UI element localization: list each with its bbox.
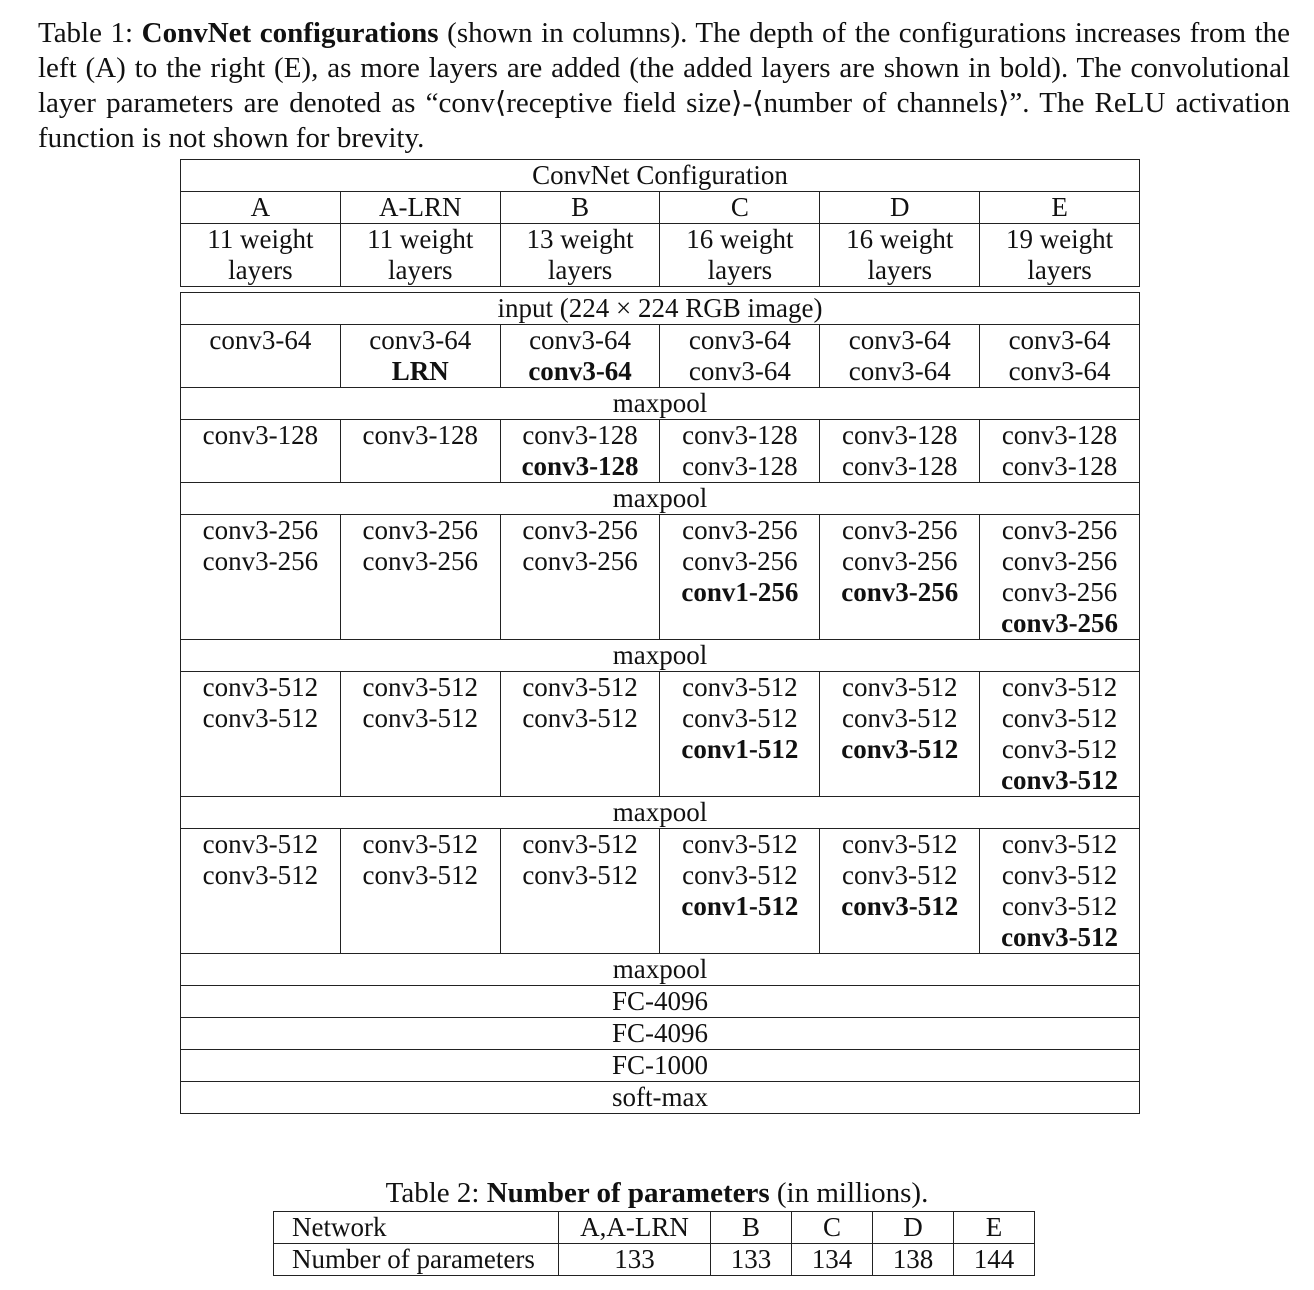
configuration-header-row — [181, 160, 1140, 192]
tail-layer-cell-row — [181, 1050, 1140, 1082]
column-name-cell: A — [181, 192, 341, 224]
conv-block-cell — [340, 829, 500, 954]
network-header-cell: Network — [274, 1212, 559, 1244]
parameters-value-row — [274, 1244, 1035, 1276]
depth-row — [181, 224, 1140, 287]
conv-block-cell — [500, 420, 660, 483]
conv-block-row — [181, 515, 1140, 640]
conv-block-cell — [660, 829, 820, 954]
layer-label: conv3-512 — [1001, 734, 1118, 764]
convnet-configuration-table — [180, 159, 1140, 1114]
layer-label: conv3-256 — [1001, 577, 1118, 607]
maxpool-cell-row — [181, 388, 1140, 420]
table2-caption-bold: Number of parameters — [486, 1177, 770, 1209]
depth-cell — [660, 224, 820, 287]
maxpool-cell: maxpool — [181, 388, 1140, 420]
conv-block-cell — [980, 420, 1140, 483]
layer-label: conv3-128 — [1001, 451, 1118, 481]
conv-block-row — [181, 325, 1140, 388]
depth-line: layers — [707, 255, 773, 285]
network-name-cell: C — [792, 1212, 873, 1244]
conv-block-cell — [500, 829, 660, 954]
conv-block-cell — [820, 515, 980, 640]
layer-label: conv3-64 — [209, 325, 312, 355]
table1-caption-rest: (shown in columns). The depth of the configurations increases from the left (A) to the right (E), as more layers are added (the added layers are shown in bold). The convolutional layer parameters are denoted as “conv⟨receptive field size⟩-⟨number of channels⟩”. The ReLU activation function is not shown for brevity. — [38, 17, 1290, 154]
layer-label: conv3-256 — [1001, 608, 1119, 638]
layer-label: conv3-128 — [522, 420, 638, 450]
layer-label: conv1-512 — [681, 734, 799, 764]
layer-label: conv3-512 — [841, 734, 959, 764]
layer-label: conv3-128 — [682, 420, 798, 450]
tail-layer-cell: FC-4096 — [181, 1018, 1140, 1050]
conv-block-cell — [340, 515, 500, 640]
maxpool-cell-row — [181, 640, 1140, 672]
conv-block-cell — [181, 672, 341, 797]
conv-block-cell — [340, 325, 500, 388]
layer-label: conv3-512 — [362, 672, 478, 702]
tail-layer-cell-row — [181, 1018, 1140, 1050]
tail-layer-cell-row — [181, 1082, 1140, 1114]
column-name-cell: E — [980, 192, 1140, 224]
conv-block-cell — [820, 325, 980, 388]
conv-block-cell — [820, 829, 980, 954]
layer-label: conv3-256 — [682, 546, 798, 576]
layer-label: conv3-256 — [1001, 515, 1118, 545]
table2-caption — [0, 1176, 1314, 1210]
layer-label: conv3-512 — [1001, 860, 1118, 890]
layer-label: conv3-256 — [841, 515, 958, 545]
tail-layer-cell: FC-4096 — [181, 986, 1140, 1018]
parameters-header-row — [274, 1212, 1035, 1244]
depth-cell — [500, 224, 660, 287]
depth-line: 11 weight — [207, 224, 314, 254]
layer-label: conv1-512 — [681, 891, 799, 921]
layer-label: conv3-256 — [841, 577, 959, 607]
table2-caption-rest: (in millions). — [769, 1177, 929, 1209]
parameter-count-cell: 134 — [792, 1244, 873, 1276]
conv-block-cell — [340, 420, 500, 483]
layer-label: conv3-256 — [362, 515, 478, 545]
depth-cell — [820, 224, 980, 287]
depth-line: 16 weight — [686, 224, 794, 254]
layer-label: conv3-256 — [522, 546, 638, 576]
layer-label: conv3-256 — [362, 546, 478, 576]
tail-layer-cell: maxpool — [181, 954, 1140, 986]
conv-block-row — [181, 420, 1140, 483]
layer-label: conv3-512 — [522, 672, 638, 702]
table2-caption-prefix: Table 2: — [385, 1177, 487, 1209]
layer-label: conv3-512 — [841, 703, 958, 733]
layer-label: conv3-256 — [1001, 546, 1118, 576]
parameters-table — [273, 1211, 1035, 1276]
layer-label: conv3-512 — [841, 891, 959, 921]
conv-block-cell — [181, 515, 341, 640]
layer-label: conv3-128 — [841, 420, 958, 450]
layer-label: conv3-128 — [1001, 420, 1118, 450]
conv-block-cell — [980, 325, 1140, 388]
depth-line: 16 weight — [846, 224, 954, 254]
maxpool-cell: maxpool — [181, 797, 1140, 829]
depth-cell — [181, 224, 341, 287]
layer-label: conv3-512 — [841, 672, 958, 702]
conv-block-cell — [500, 515, 660, 640]
layer-label: conv3-64 — [1008, 325, 1111, 355]
layer-label: conv3-128 — [362, 420, 478, 450]
layer-label: conv3-256 — [202, 546, 319, 576]
depth-line: layers — [867, 255, 932, 285]
layer-label: conv3-512 — [522, 829, 638, 859]
layer-label: conv3-512 — [522, 860, 638, 890]
layer-label: conv3-512 — [1001, 765, 1119, 795]
conv-block-row — [181, 672, 1140, 797]
layer-label: conv3-512 — [682, 829, 798, 859]
layer-label: conv3-512 — [202, 703, 319, 733]
layer-label: conv3-512 — [1001, 829, 1118, 859]
conv-block-cell — [660, 325, 820, 388]
parameter-count-cell: 133 — [711, 1244, 792, 1276]
layer-label: conv3-512 — [841, 860, 958, 890]
layer-label: conv3-64 — [688, 356, 791, 386]
layer-label: conv3-256 — [202, 515, 319, 545]
depth-line: layers — [547, 255, 613, 285]
network-name-cell: B — [711, 1212, 792, 1244]
network-name-cell: E — [954, 1212, 1035, 1244]
layer-label: conv3-256 — [841, 546, 958, 576]
conv-block-cell — [980, 829, 1140, 954]
layer-label: conv3-256 — [682, 515, 798, 545]
layer-label: conv3-512 — [202, 860, 319, 890]
configuration-header: ConvNet Configuration — [181, 160, 1140, 192]
column-name-cell: B — [500, 192, 660, 224]
input-cell: input (224 × 224 RGB image) — [181, 293, 1140, 325]
layer-label: conv3-512 — [362, 703, 478, 733]
conv-block-cell — [500, 325, 660, 388]
layer-label: conv3-128 — [521, 451, 639, 481]
conv-block-cell — [820, 672, 980, 797]
layer-label: conv3-64 — [529, 325, 632, 355]
depth-line: 19 weight — [1005, 224, 1114, 254]
column-name-row — [181, 192, 1140, 224]
layer-label: conv3-512 — [1001, 922, 1119, 952]
layer-label: conv3-64 — [688, 325, 791, 355]
conv-block-cell — [181, 420, 341, 483]
parameters-row-label: Number of parameters — [274, 1244, 559, 1276]
layer-label: conv3-512 — [522, 703, 638, 733]
conv-block-cell — [980, 515, 1140, 640]
layer-label: conv3-512 — [682, 672, 798, 702]
conv-block-cell — [820, 420, 980, 483]
network-name-cell: A,A-LRN — [559, 1212, 711, 1244]
tail-layer-cell-row — [181, 986, 1140, 1018]
table1-caption — [38, 16, 1290, 156]
conv-block-cell — [181, 829, 341, 954]
layer-label: conv3-512 — [841, 829, 958, 859]
layer-label: conv3-64 — [1008, 356, 1111, 386]
table1-caption-bold: ConvNet configurations — [141, 17, 439, 49]
maxpool-cell: maxpool — [181, 483, 1140, 515]
parameter-count-cell: 133 — [559, 1244, 711, 1276]
network-name-cell: D — [873, 1212, 954, 1244]
parameter-count-cell: 138 — [873, 1244, 954, 1276]
maxpool-cell: maxpool — [181, 640, 1140, 672]
conv-block-row — [181, 829, 1140, 954]
depth-line: layers — [1027, 255, 1092, 285]
layer-label: LRN — [391, 356, 449, 386]
conv-block-cell — [660, 672, 820, 797]
layer-label: conv3-512 — [1001, 672, 1118, 702]
column-name-cell: C — [660, 192, 820, 224]
depth-line: 11 weight — [367, 224, 474, 254]
tail-layer-cell: soft-max — [181, 1082, 1140, 1114]
column-name-cell: D — [820, 192, 980, 224]
layer-label: conv3-512 — [202, 829, 319, 859]
depth-line: layers — [388, 255, 453, 285]
layer-label: conv3-128 — [682, 451, 798, 481]
layer-label: conv3-64 — [528, 356, 632, 386]
depth-line: layers — [228, 255, 293, 285]
maxpool-cell-row — [181, 483, 1140, 515]
layer-label: conv3-512 — [682, 860, 798, 890]
tail-layer-cell: FC-1000 — [181, 1050, 1140, 1082]
table1-caption-prefix: Table 1: — [38, 17, 142, 49]
layer-label: conv1-256 — [681, 577, 799, 607]
layer-label: conv3-64 — [848, 325, 951, 355]
tail-layer-cell-row — [181, 954, 1140, 986]
depth-cell — [980, 224, 1140, 287]
conv-block-cell — [660, 420, 820, 483]
conv-block-cell — [340, 672, 500, 797]
maxpool-cell-row — [181, 797, 1140, 829]
depth-cell — [340, 224, 500, 287]
layer-label: conv3-64 — [369, 325, 472, 355]
layer-label: conv3-128 — [841, 451, 958, 481]
input-cell-row — [181, 293, 1140, 325]
parameter-count-cell: 144 — [954, 1244, 1035, 1276]
conv-block-cell — [500, 672, 660, 797]
conv-block-cell — [660, 515, 820, 640]
layer-label: conv3-512 — [202, 672, 319, 702]
conv-block-cell — [181, 325, 341, 388]
layer-label: conv3-64 — [848, 356, 951, 386]
layer-label: conv3-512 — [1001, 891, 1118, 921]
layer-label: conv3-256 — [522, 515, 638, 545]
conv-block-cell — [980, 672, 1140, 797]
layer-label: conv3-512 — [1001, 703, 1118, 733]
column-name-cell: A-LRN — [340, 192, 500, 224]
layer-label: conv3-512 — [362, 860, 478, 890]
layer-label: conv3-512 — [682, 703, 798, 733]
layer-label: conv3-512 — [362, 829, 478, 859]
depth-line: 13 weight — [526, 224, 634, 254]
layer-label: conv3-128 — [202, 420, 319, 450]
